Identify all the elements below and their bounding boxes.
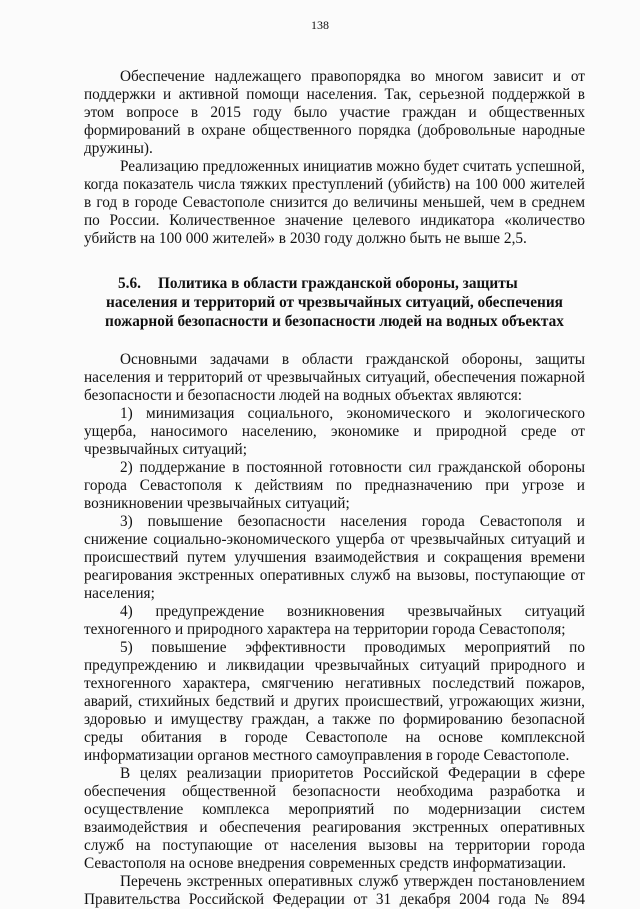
page-number: 138 — [311, 18, 329, 32]
intro-paragraph-2: Реализацию предложенных инициатив можно будет считать успешной, когда показатель числа тяжких преступлений (убийств) на 100 000 жителей в год в городе Севастополе снизится до величины меньшей, чем в среднем по России. Количественное значение целевого индикатора «количество убийств на 100 000 жителей» в 2030 году должно быть не выше 2,5. — [84, 158, 585, 247]
final-paragraph: Перечень экстренных оперативных служб утвержден постановлением Правительства Российской Федерации от 31 декабря 2004 года № 894 — [84, 873, 585, 908]
tasks-intro-paragraph: Основными задачами в области гражданской обороны, защиты населения и территорий от чрезвычайных ситуаций, обеспечения пожарной безопасности и безопасности людей на водных объектах являются: — [84, 351, 585, 404]
section-heading — [84, 274, 585, 331]
task-item-4: 4) предупреждение возникновения чрезвычайных ситуаций техногенного и природного характера на территории города Севастополя; — [84, 603, 585, 638]
priorities-paragraph: В целях реализации приоритетов Российской Федерации в сфере обеспечения общественной безопасности необходима разработка и осуществление комплекса мероприятий по модернизации систем взаимодействия и обеспечения реагирования экстренных оперативных служб на поступающие от населения вызовы на территории города Севастополя на основе внедрения современных средств информатизации. — [84, 765, 585, 872]
document-body — [84, 68, 585, 909]
section-title-line-3: пожарной безопасности и безопасности людей на водных объектах — [105, 313, 564, 330]
intro-paragraph-1: Обеспечение надлежащего правопорядка во многом зависит и от поддержки и активной помощи населения. Так, серьезной поддержкой в этом вопросе в 2015 году было участие граждан и общественных формирований в охране общественного порядка (добровольные народные дружины). — [84, 68, 585, 157]
task-item-2: 2) поддержание в постоянной готовности сил гражданской обороны города Севастополя к действиям по предназначению при угрозе и возникновении чрезвычайных ситуаций; — [84, 459, 585, 512]
section-title-line-2: населения и территорий от чрезвычайных ситуаций, обеспечения — [106, 294, 563, 311]
task-item-3: 3) повышение безопасности населения города Севастополя и снижение социально-экономического ущерба от чрезвычайных ситуаций и происшествий путем улучшения взаимодействия и сокращения времени реагирования экстренных оперативных служб на вызовы, поступающие от населения; — [84, 513, 585, 602]
task-item-5: 5) повышение эффективности проводимых мероприятий по предупреждению и ликвидации чрезвычайных ситуаций природного и техногенного характера, смягчению негативных последствий пожаров, аварий, стихийных бедствий и других происшествий, угрожающих жизни, здоровью и имуществу граждан, а также по формированию безопасной среды обитания в городе Севастополе на основе комплексной информатизации органов местного самоуправления в городе Севастополе. — [84, 639, 585, 764]
section-title-line-1: Политика в области гражданской обороны, защиты — [158, 275, 518, 292]
task-item-1: 1) минимизация социального, экономического и экологического ущерба, наносимого населению, экономике и природной среде от чрезвычайных ситуаций; — [84, 405, 585, 458]
section-number: 5.6. — [118, 275, 141, 292]
